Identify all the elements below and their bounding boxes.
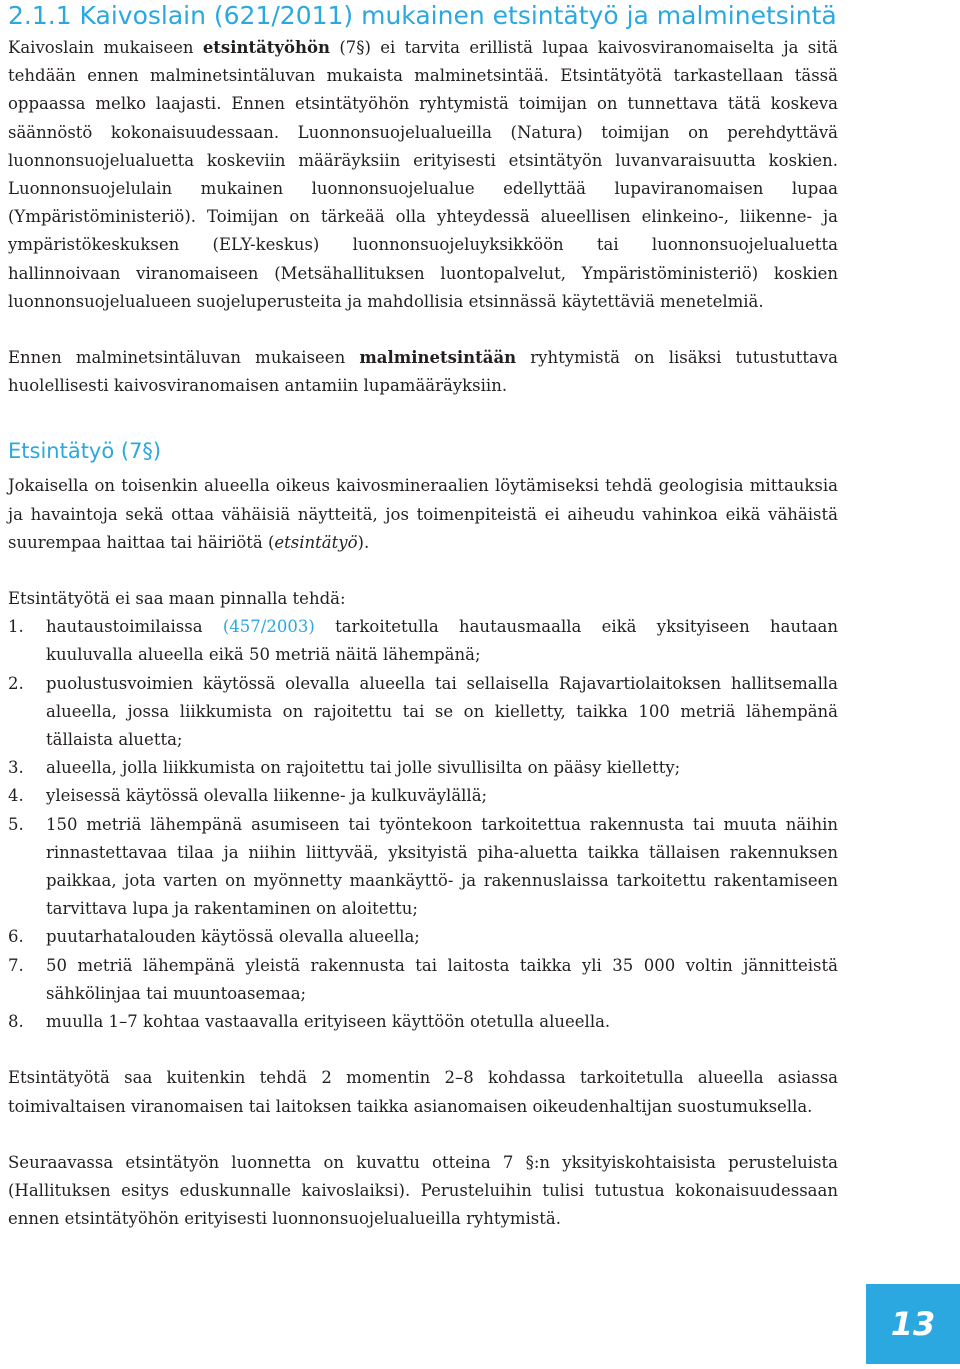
list-number: 2.: [8, 673, 24, 693]
etsinta-text-c: ).: [357, 532, 370, 552]
list-item: [8, 1008, 838, 1036]
list-number: 1.: [8, 617, 24, 637]
list-item-text: puutarhatalouden käytössä olevalla alueella;: [46, 927, 420, 947]
subsection-heading: Etsintätyö (7§): [8, 439, 162, 464]
intro-text-a: Kaivoslain mukaiseen: [8, 38, 203, 57]
etsinta-italic-term: etsintätyö: [274, 532, 358, 552]
malmi-text-a: Ennen malminetsintäluvan mukaiseen: [8, 348, 360, 368]
closing-paragraph: Seuraavassa etsintätyön luonnetta on kuvattu otteina 7 §:n yksityiskohtaisista perusteluista (Hallituksen esitys eduskunnalle kaivoslaiksi). Perusteluihin tulisi tutustua kokonaisuudessaan ennen etsintätyöhön erityisesti luonnonsuojelualueilla ryhtymistä.: [8, 1152, 838, 1229]
list-item: [8, 670, 838, 755]
list-item: [8, 782, 838, 810]
intro-text-c: (7§) ei tarvita erillistä lupaa kaivosviranomaiselta ja sitä tehdään ennen malminetsintäluvan mukaista malminetsintää. Etsintätyötä tarkastellaan tässä oppaassa melko laajasti. Ennen etsintätyöhön ryhtymistä toimijan on tunnettava tätä koskeva säännöstö kokonaisuudessaan. Luonnonsuojelualueilla (Natura) toimijan on perehdyttävä luonnonsuojelualuetta koskeviin määräyksiin erityisesti etsintätyön luvanvaraisuutta koskien. Luonnonsuojelulain mukainen luonnonsuojelualue edellyttää lupaviranomaisen lupaa (Ympäristöministeriö). Toimijan on tärkeää olla yhteydessä alueellisen elinkeino-, liikenne- ja ympäristökeskuksen (ELY-keskus) luonnonsuojeluyksikköön tai luonnonsuojelualuetta hallinnoivaan viranomaiseen (Metsähallituksen luontopalvelut, Ympäristöministeriö) koskien luonnonsuojelualueen suojeluperusteita ja mahdollisia etsinnässä käytettäviä menetelmiä.: [8, 38, 838, 311]
page-number: 13: [890, 1305, 936, 1343]
list-intro: Etsintätyötä ei saa maan pinnalla tehdä:: [8, 589, 346, 609]
list-item-text: muulla 1–7 kohtaa vastaavalla erityiseen käyttöön otetulla alueella.: [46, 1012, 611, 1032]
list-number: 4.: [8, 786, 24, 806]
restriction-list: [8, 613, 838, 1036]
list-item: [8, 811, 838, 924]
list-item-text: tarkoitetulla hautausmaalla eikä yksityiseen hautaan kuuluvalla alueella eikä 50 metriä näitä lähempänä;: [46, 617, 839, 665]
document-page: [8, 0, 838, 1233]
list-number: 8.: [8, 1012, 24, 1032]
list-number: 5.: [8, 814, 24, 834]
law-reference-link[interactable]: (457/2003): [222, 617, 315, 637]
list-item-text: 150 metriä lähempänä asumiseen tai työntekoon tarkoitettua rakennusta tai muuta näihin rinnastettavaa tilaa ja niihin liittyvää, yksityistä piha-aluetta taikka tällaisen rakennuksen paikkaa, jota varten on myönnetty maankäyttö- ja rakennuslaissa tarkoitettu rakentamiseen tarvittava lupa ja rakentaminen on aloitettu;: [46, 814, 838, 919]
list-item: [8, 952, 838, 1008]
intro-bold-term: etsintätyöhön: [202, 38, 331, 57]
section-heading: 2.1.1 Kaivoslain (621/2011) mukainen etsintätyö ja malminetsintä: [8, 1, 837, 30]
list-item-text: alueella, jolla liikkumista on rajoitettu tai jolle sivullisilta on pääsy kielletty;: [46, 758, 681, 778]
list-item: [8, 613, 838, 669]
etsintatyo-paragraph: [8, 472, 838, 557]
list-number: 6.: [8, 927, 24, 947]
page-number-badge: [866, 1284, 960, 1364]
etsinta-text-a: Jokaisella on toisenkin alueella oikeus kaivosmineraalien löytämiseksi tehdä geologisia mittauksia ja havaintoja sekä ottaa vähäisiä näytteitä, jos toimenpiteistä ei aiheudu vahinkoa eikä vähäistä suurempaa haittaa tai häiriötä (: [8, 476, 838, 552]
list-item: [8, 754, 838, 782]
list-item-text: yleisessä käytössä olevalla liikenne- ja kulkuväylällä;: [46, 786, 488, 806]
list-item-text: puolustusvoimien käytössä olevalla alueella tai sellaisella Rajavartiolaitoksen hallitsemalla alueella, jossa liikkumista on rajoitettu tai se on kielletty, taikka 100 metriä lähempänä tällaista aluetta;: [46, 673, 838, 750]
list-number: 3.: [8, 758, 24, 778]
intro-paragraph: [8, 34, 838, 316]
malmi-bold-term: malminetsintään: [359, 348, 517, 368]
malmi-text-c: ryhtymistä on lisäksi tutustuttava huolellisesti kaivosviranomaisen antamiin lupamääräyksiin.: [8, 348, 838, 396]
list-item-text: hautaustoimilaissa: [46, 617, 223, 637]
list-item: [8, 923, 838, 951]
list-number: 7.: [8, 955, 24, 975]
malminetsinta-paragraph: [8, 344, 838, 400]
exception-paragraph: Etsintätyötä saa kuitenkin tehdä 2 momentin 2–8 kohdassa tarkoitetulla alueella asiassa toimivaltaisen viranomaisen tai laitoksen taikka asianomaisen oikeudenhaltijan suostumuksella.: [8, 1068, 838, 1116]
list-item-text: 50 metriä lähempänä yleistä rakennusta tai laitosta taikka yli 35 000 voltin jännitteistä sähkölinjaa tai muuntoasemaa;: [46, 955, 838, 1003]
